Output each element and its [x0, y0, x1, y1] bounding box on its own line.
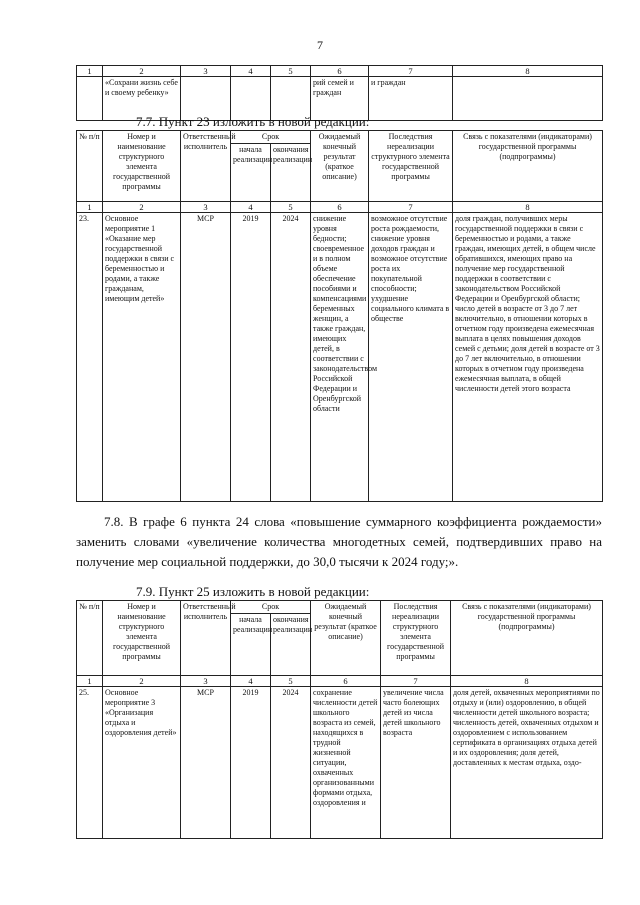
header-end: окончания реализации — [271, 144, 311, 202]
table-section-7-7 — [76, 130, 603, 502]
header-num: № п/п — [77, 131, 103, 202]
cell-consequences: и граждан — [369, 77, 453, 121]
col-number: 3 — [181, 676, 231, 687]
header-link: Связь с показателями (индикаторами) государственной программы (подпрограммы) — [451, 601, 603, 676]
cell-responsible: МСР — [181, 213, 231, 502]
col-number: 2 — [103, 676, 181, 687]
col-number: 1 — [77, 676, 103, 687]
col-number: 6 — [311, 202, 369, 213]
col-number: 5 — [271, 676, 311, 687]
col-number: 4 — [231, 676, 271, 687]
cell-responsible: МСР — [181, 687, 231, 839]
table-header-row — [77, 131, 603, 144]
header-name: Номер и наименование структурного элемента государственной программы — [103, 601, 181, 676]
cell-name: Основное мероприятие 3 «Организация отдыха и оздоровления детей» — [103, 687, 181, 839]
top-table — [76, 65, 603, 121]
page-number: 7 — [317, 38, 323, 52]
header-result: Ожидаемый конечный результат (краткое описание) — [311, 601, 381, 676]
header-end: окончания реализации — [271, 614, 311, 676]
col-number: 8 — [453, 66, 603, 77]
section-7-7-heading: 7.7. Пункт 23 изложить в новой редакции: — [136, 114, 370, 129]
cell-start: 2019 — [231, 687, 271, 839]
col-number: 3 — [181, 66, 231, 77]
col-number: 3 — [181, 202, 231, 213]
cell-result: сохранение численности детей школьного возраста из семей, находящихся в трудной жизненной ситуации, охваченных организованными формами отдыха, оздоровления и — [311, 687, 381, 839]
header-consequences: Последствия нереализации структурного элемента государственной программы — [381, 601, 451, 676]
table-section-7-9 — [76, 600, 603, 839]
col-number: 6 — [311, 66, 369, 77]
header-result: Ожидаемый конечный результат (краткое описание) — [311, 131, 369, 202]
col-number: 2 — [103, 66, 181, 77]
header-start: начала реализации — [231, 144, 271, 202]
table-header-row — [77, 601, 603, 614]
header-responsible: Ответственный исполнитель — [181, 601, 231, 676]
cell-result: снижение уровня бедности; своевременное и в полном объеме обеспечение пособиями и компенсациями беременных женщин, а также граждан, имеющих детей, в соответствии с законодательством Российской Федерации и Оренбургской области — [311, 213, 369, 502]
cell-consequences: возможное отсутствие роста рождаемости, снижение уровня доходов граждан и возможное отсутствие роста их покупательной способности; ухудшение социального климата в обществе — [369, 213, 453, 502]
header-responsible: Ответственный исполнитель — [181, 131, 231, 202]
col-number: 5 — [271, 66, 311, 77]
cell-num: 23. — [77, 213, 103, 502]
cell-result: рий семей и граждан — [311, 77, 369, 121]
cell-name: Основное мероприятие 1 «Оказание мер государственной поддержки в связи с беременностью и родами, а также гражданам, имеющим детей» — [103, 213, 181, 502]
header-term: Срок — [231, 601, 311, 614]
top-table-number-row — [77, 66, 603, 77]
col-number: 8 — [451, 676, 603, 687]
header-term: Срок — [231, 131, 311, 144]
cell-link — [453, 77, 603, 121]
header-link: Связь с показателями (индикаторами) государственной программы (подпрограммы) — [453, 131, 603, 202]
cell-consequences: увеличение числа часто болеющих детей из числа детей школьного возраста — [381, 687, 451, 839]
cell-link: доля граждан, получивших меры государственной поддержки в связи с беременностью и родами, а также граждан, имеющих детей, в общем числе обратившихся, имеющих право на получение мер государственной поддержки в соответствии с законодательством Российской Федерации и Оренбургской области; число детей в возрасте от 3 до 7 лет включительно, в отношении которых в отчетном году произведена ежемесячная выплата в целях повышения доходов семей с детьми; доля детей в возрасте от 3 до 7 лет включительно, в отношении которых в отчетном году произведена ежемесячная выплата, в общей численности детей этого возраста — [453, 213, 603, 502]
cell-link: доля детей, охваченных мероприятиями по отдыху и (или) оздоровлению, в общей численности детей школьного возраста; численность детей, охваченных отдыхом и оздоровлением с использованием сертификата в организациях отдыха детей и их оздоровления; доля детей, доставленных к местам отдыха, оздо- — [451, 687, 603, 839]
table-number-row — [77, 202, 603, 213]
col-number: 7 — [381, 676, 451, 687]
cell-end: 2024 — [271, 213, 311, 502]
cell-name: «Сохрани жизнь себе и своему ребенку» — [103, 77, 181, 121]
header-consequences: Последствия нереализации структурного элемента государственной программы — [369, 131, 453, 202]
cell-num: 25. — [77, 687, 103, 839]
col-number: 7 — [369, 66, 453, 77]
col-number: 1 — [77, 202, 103, 213]
col-number: 2 — [103, 202, 181, 213]
header-num: № п/п — [77, 601, 103, 676]
section-7-9-heading: 7.9. Пункт 25 изложить в новой редакции: — [136, 584, 370, 599]
col-number: 5 — [271, 202, 311, 213]
col-number: 4 — [231, 202, 271, 213]
cell-start: 2019 — [231, 213, 271, 502]
col-number: 7 — [369, 202, 453, 213]
col-number: 6 — [311, 676, 381, 687]
header-start: начала реализации — [231, 614, 271, 676]
table-row — [77, 213, 603, 502]
col-number: 1 — [77, 66, 103, 77]
section-7-8-paragraph: 7.8. В графе 6 пункта 24 слова «повышение суммарного коэффициента рождаемости» заменить словами «увеличение количества многодетных семей, подтвердивших право на получение мер социальной поддержки, до 30,0 тысячи к 2024 году;». — [76, 514, 602, 569]
table-number-row — [77, 676, 603, 687]
cell-end: 2024 — [271, 687, 311, 839]
col-number: 4 — [231, 66, 271, 77]
header-name: Номер и наименование структурного элемента государственной программы — [103, 131, 181, 202]
table-row — [77, 687, 603, 839]
col-number: 8 — [453, 202, 603, 213]
